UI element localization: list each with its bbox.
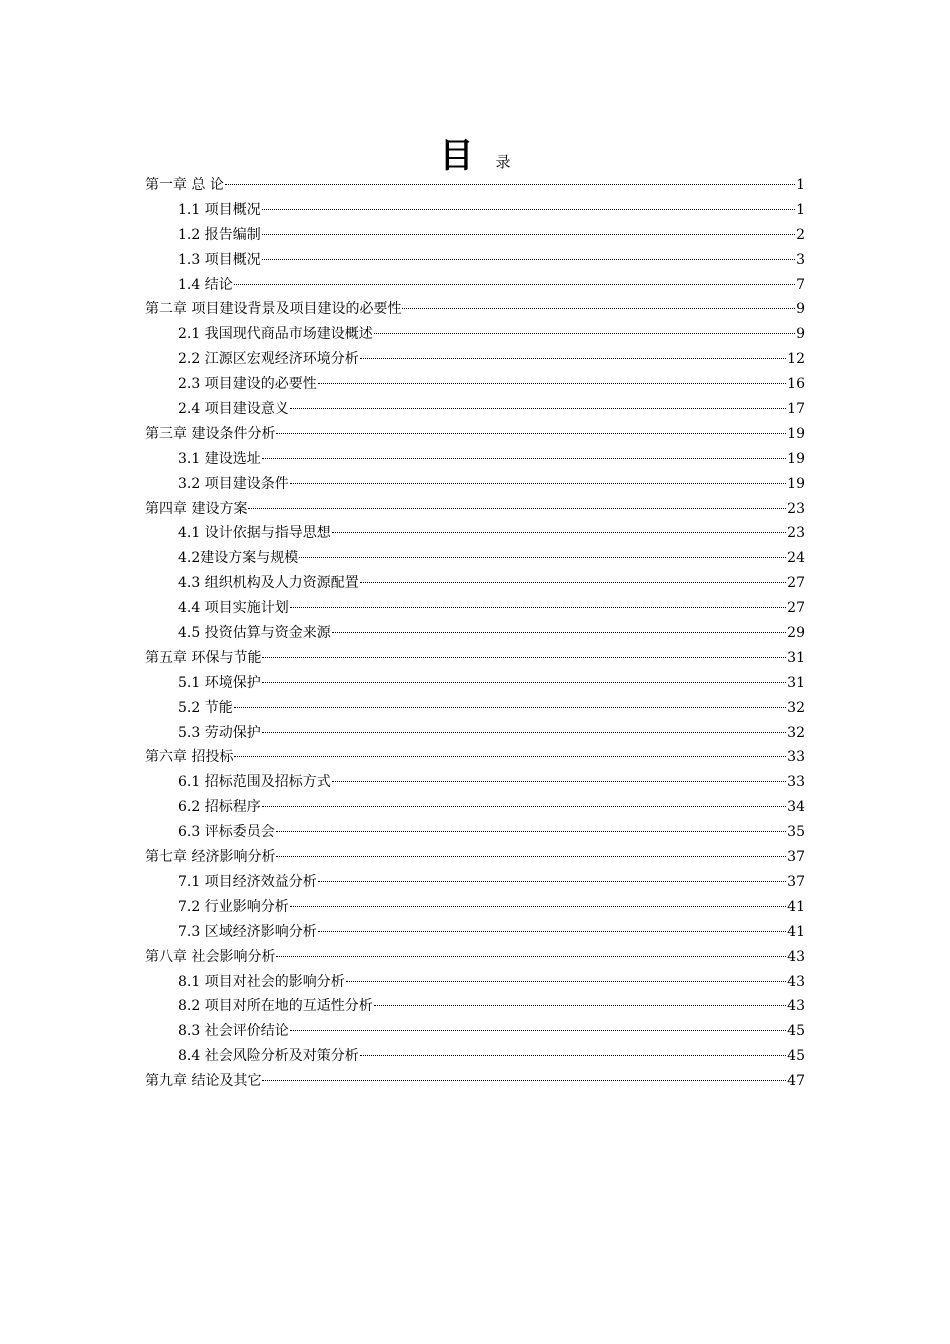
toc-entry-page-number: 23 (787, 525, 805, 542)
toc-entry-page-number: 43 (787, 973, 805, 990)
toc-entry-page-number: 37 (787, 849, 805, 866)
toc-entry-page-number: 45 (787, 1048, 805, 1065)
toc-entry-page-number: 27 (787, 575, 805, 592)
toc-dot-leader (276, 856, 786, 857)
toc-entry-page-number: 9 (796, 301, 805, 318)
toc-entry-page-number: 24 (787, 550, 805, 567)
toc-section-entry[interactable] (145, 1044, 805, 1069)
toc-dot-leader (360, 358, 786, 359)
toc-dot-leader (374, 1005, 786, 1006)
toc-entry-label: 6.3 评标委员会 (178, 824, 275, 841)
toc-dot-leader (290, 906, 786, 907)
toc-entry-label: 8.2 项目对所在地的互适性分析 (178, 998, 373, 1015)
toc-chapter-entry[interactable] (145, 945, 805, 970)
toc-entry-page-number: 23 (787, 500, 805, 517)
toc-section-entry[interactable] (145, 994, 805, 1019)
toc-dot-leader (318, 881, 786, 882)
toc-dot-leader (262, 806, 786, 807)
toc-title (0, 128, 950, 177)
toc-chapter-entry[interactable] (145, 745, 805, 770)
toc-entry-label: 6.2 招标程序 (178, 799, 261, 816)
toc-dot-leader (262, 732, 786, 733)
toc-dot-leader (374, 333, 795, 334)
toc-entry-label: 8.1 项目对社会的影响分析 (178, 973, 345, 990)
toc-entry-label: 1.2 报告编制 (178, 226, 261, 243)
toc-dot-leader (318, 931, 786, 932)
toc-chapter-entry[interactable] (145, 497, 805, 522)
toc-entry-page-number: 29 (787, 625, 805, 642)
toc-entry-label: 第八章 社会影响分析 (145, 948, 276, 965)
toc-dot-leader (262, 458, 786, 459)
toc-entry-label: 8.3 社会评价结论 (178, 1023, 289, 1040)
toc-section-entry[interactable] (145, 198, 805, 223)
toc-entry-label: 5.2 节能 (178, 699, 233, 716)
toc-entry-label: 2.1 我国现代商品市场建设概述 (178, 326, 373, 343)
toc-dot-leader (360, 582, 786, 583)
toc-entry-page-number: 17 (787, 401, 805, 418)
toc-dot-leader (276, 433, 786, 434)
toc-section-entry[interactable] (145, 795, 805, 820)
toc-section-entry[interactable] (145, 820, 805, 845)
toc-dot-leader (262, 1080, 786, 1081)
toc-entry-label: 3.2 项目建设条件 (178, 475, 289, 492)
toc-entry-label: 8.4 社会风险分析及对策分析 (178, 1048, 359, 1065)
toc-section-entry[interactable] (145, 770, 805, 795)
toc-entry-label: 7.2 行业影响分析 (178, 898, 289, 915)
toc-dot-leader (299, 557, 786, 558)
toc-entry-label: 第七章 经济影响分析 (145, 849, 276, 866)
toc-dot-leader (290, 1030, 786, 1031)
toc-dot-leader (276, 956, 786, 957)
toc-dot-leader (290, 607, 786, 608)
toc-entry-label: 第九章 结论及其它 (145, 1073, 262, 1090)
toc-entry-label: 7.3 区域经济影响分析 (178, 923, 317, 940)
toc-entry-page-number: 19 (787, 475, 805, 492)
toc-section-entry[interactable] (145, 671, 805, 696)
toc-section-entry[interactable] (145, 895, 805, 920)
toc-entry-label: 第六章 招投标 (145, 749, 234, 766)
toc-section-entry[interactable] (145, 347, 805, 372)
toc-section-entry[interactable] (145, 447, 805, 472)
toc-section-entry[interactable] (145, 721, 805, 746)
toc-entry-page-number: 12 (787, 351, 805, 368)
toc-dot-leader (262, 682, 786, 683)
toc-section-entry[interactable] (145, 397, 805, 422)
toc-section-entry[interactable] (145, 621, 805, 646)
toc-entry-label: 5.3 劳动保护 (178, 724, 261, 741)
toc-dot-leader (290, 408, 786, 409)
toc-entry-page-number: 41 (787, 923, 805, 940)
toc-chapter-entry[interactable] (145, 173, 805, 198)
toc-dot-leader (262, 259, 795, 260)
toc-entry-label: 第一章 总 论 (145, 177, 224, 193)
toc-dot-leader (318, 383, 786, 384)
toc-section-entry[interactable] (145, 596, 805, 621)
toc-dot-leader (225, 184, 795, 185)
toc-dot-leader (290, 483, 786, 484)
toc-entry-label: 4.3 组织机构及人力资源配置 (178, 575, 359, 592)
toc-dot-leader (346, 981, 786, 982)
toc-title-sub: 录 (495, 153, 511, 171)
toc-entry-page-number: 1 (796, 201, 805, 218)
toc-dot-leader (332, 632, 786, 633)
toc-entry-label: 4.1 设计依据与指导思想 (178, 525, 331, 542)
toc-entry-label: 第四章 建设方案 (145, 500, 248, 517)
toc-entry-label: 2.2 江源区宏观经济环境分析 (178, 351, 359, 368)
toc-entry-label: 第五章 环保与节能 (145, 649, 262, 666)
toc-entry-page-number: 33 (787, 774, 805, 791)
toc-entry-page-number: 35 (787, 824, 805, 841)
toc-entry-label: 1.3 项目概况 (178, 251, 261, 268)
toc-entry-page-number: 31 (787, 649, 805, 666)
toc-section-entry[interactable] (145, 472, 805, 497)
toc-entry-page-number: 2 (796, 226, 805, 243)
toc-entry-page-number: 32 (787, 699, 805, 716)
toc-section-entry[interactable] (145, 1019, 805, 1044)
toc-dot-leader (234, 284, 795, 285)
toc-entry-label: 4.2建设方案与规模 (178, 550, 299, 567)
toc-entry-page-number: 37 (787, 873, 805, 890)
toc-entry-label: 4.5 投资估算与资金来源 (178, 625, 331, 642)
toc-entry-page-number: 3 (796, 251, 805, 268)
toc-entry-page-number: 41 (787, 898, 805, 915)
toc-dot-leader (402, 308, 795, 309)
toc-section-entry[interactable] (145, 920, 805, 945)
toc-dot-leader (262, 657, 786, 658)
toc-entry-label: 第三章 建设条件分析 (145, 425, 276, 442)
table-of-contents (145, 173, 805, 1094)
toc-dot-leader (234, 707, 786, 708)
toc-entry-label: 2.4 项目建设意义 (178, 401, 289, 418)
toc-dot-leader (332, 532, 786, 533)
toc-chapter-entry[interactable] (145, 646, 805, 671)
toc-entry-page-number: 27 (787, 600, 805, 617)
toc-entry-page-number: 31 (787, 674, 805, 691)
toc-dot-leader (248, 508, 786, 509)
toc-entry-label: 第二章 项目建设背景及项目建设的必要性 (145, 301, 402, 318)
toc-section-entry[interactable] (145, 223, 805, 248)
toc-entry-label: 3.1 建设选址 (178, 450, 261, 467)
toc-dot-leader (262, 209, 795, 210)
toc-chapter-entry[interactable] (145, 845, 805, 870)
toc-section-entry[interactable] (145, 372, 805, 397)
toc-entry-label: 1.4 结论 (178, 276, 233, 293)
toc-section-entry[interactable] (145, 248, 805, 273)
toc-entry-page-number: 19 (787, 450, 805, 467)
toc-entry-label: 7.1 项目经济效益分析 (178, 873, 317, 890)
toc-section-entry[interactable] (145, 696, 805, 721)
toc-entry-page-number: 1 (796, 177, 805, 193)
toc-section-entry[interactable] (145, 273, 805, 298)
toc-section-entry[interactable] (145, 970, 805, 995)
toc-entry-label: 6.1 招标范围及招标方式 (178, 774, 331, 791)
toc-entry-page-number: 19 (787, 425, 805, 442)
toc-chapter-entry[interactable] (145, 297, 805, 322)
toc-entry-page-number: 32 (787, 724, 805, 741)
toc-section-entry[interactable] (145, 521, 805, 546)
toc-dot-leader (234, 756, 786, 757)
toc-entry-label: 2.3 项目建设的必要性 (178, 376, 317, 393)
toc-title-main: 目 (439, 136, 474, 176)
toc-entry-page-number: 33 (787, 749, 805, 766)
toc-section-entry[interactable] (145, 870, 805, 895)
toc-entry-label: 5.1 环境保护 (178, 674, 261, 691)
toc-section-entry[interactable] (145, 571, 805, 596)
toc-entry-page-number: 9 (796, 326, 805, 343)
toc-section-entry[interactable] (145, 546, 805, 571)
toc-dot-leader (262, 234, 795, 235)
toc-entry-page-number: 16 (787, 376, 805, 393)
toc-dot-leader (360, 1055, 786, 1056)
toc-entry-page-number: 47 (787, 1073, 805, 1090)
toc-dot-leader (332, 781, 786, 782)
toc-dot-leader (276, 831, 786, 832)
toc-entry-label: 1.1 项目概况 (178, 201, 261, 218)
toc-chapter-entry[interactable] (145, 422, 805, 447)
toc-entry-page-number: 45 (787, 1023, 805, 1040)
toc-entry-page-number: 43 (787, 948, 805, 965)
toc-entry-label: 4.4 项目实施计划 (178, 600, 289, 617)
toc-entry-page-number: 7 (796, 276, 805, 293)
toc-chapter-entry[interactable] (145, 1069, 805, 1094)
toc-entry-page-number: 43 (787, 998, 805, 1015)
toc-entry-page-number: 34 (787, 799, 805, 816)
toc-section-entry[interactable] (145, 322, 805, 347)
